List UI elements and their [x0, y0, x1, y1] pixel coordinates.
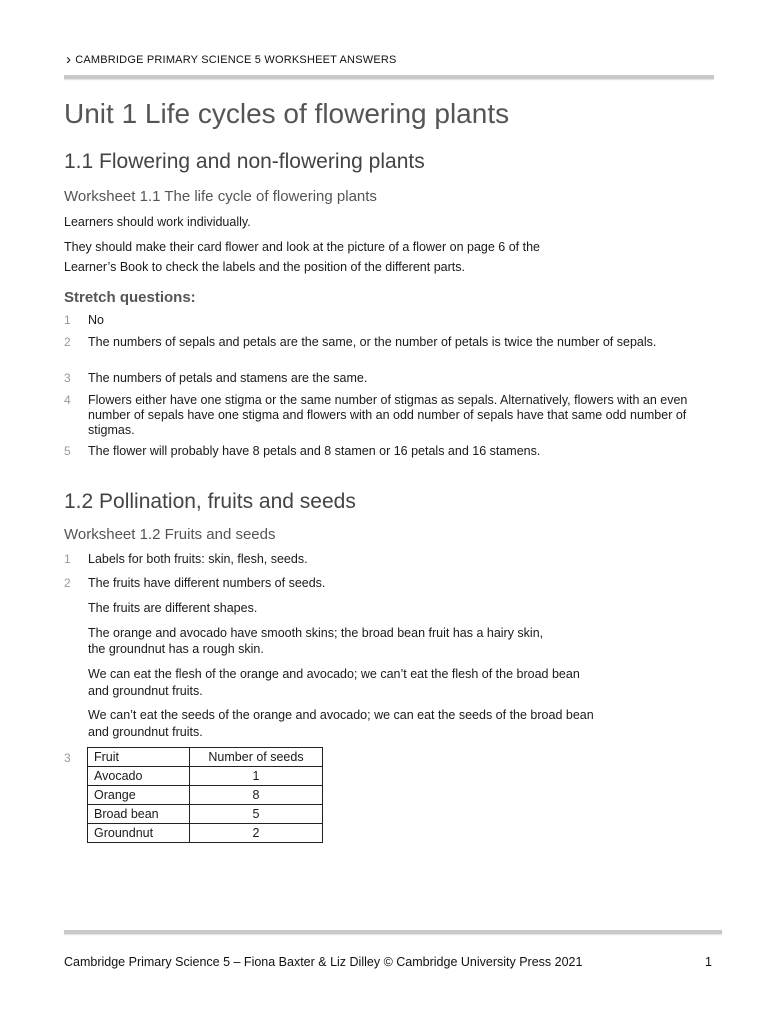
item-number: 2: [64, 335, 71, 349]
answer-item-3-number: 3: [64, 751, 71, 765]
paragraph-card-flower-line1: They should make their card flower and look at the picture of a flower on page 6 of the: [64, 240, 540, 254]
table-cell-seeds: 8: [190, 786, 323, 805]
fruit-seeds-table: [87, 747, 323, 843]
answer-2-skins-line2: the groundnut has a rough skin.: [88, 642, 264, 656]
table-row: [88, 824, 323, 843]
table-cell-seeds: 5: [190, 805, 323, 824]
table-header-row: [88, 748, 323, 767]
item-text: The numbers of petals and stamens are the same.: [88, 371, 368, 385]
answer-2-flesh-line1: We can eat the flesh of the orange and avocado; we can’t eat the flesh of the broad bean: [88, 667, 580, 681]
item-number: 2: [64, 576, 71, 590]
table-cell-fruit: Groundnut: [88, 824, 190, 843]
section-title-1-1: 1.1 Flowering and non-flowering plants: [64, 150, 425, 173]
item-text: Labels for both fruits: skin, flesh, seeds.: [88, 552, 308, 566]
item-number: 3: [64, 371, 71, 385]
table-row: [88, 767, 323, 786]
item-number: 5: [64, 444, 71, 458]
footer-text: Cambridge Primary Science 5 – Fiona Baxter & Liz Dilley © Cambridge University Press 2021: [64, 955, 583, 969]
running-head-text: CAMBRIDGE PRIMARY SCIENCE 5 WORKSHEET ANSWERS: [75, 54, 397, 66]
item-text: No: [88, 313, 104, 327]
table-cell-fruit: Broad bean: [88, 805, 190, 824]
item-text: The flower will probably have 8 petals and 8 stamen or 16 petals and 16 stamens.: [88, 444, 541, 458]
page-number: 1: [705, 955, 712, 969]
answer-2-skins-line1: The orange and avocado have smooth skins; the broad bean fruit has a hairy skin,: [88, 626, 544, 640]
item-text: Flowers either have one stigma or the same number of stigmas as sepals. Alternatively, flowers with an even number of sepals have one stigma and flowers with an odd number of sepals have that same odd number of stigmas.: [88, 393, 688, 437]
item-number: 4: [64, 393, 71, 407]
item-text: The numbers of sepals and petals are the same, or the number of petals is twice the number of sepals.: [88, 335, 657, 349]
section-title-1-2: 1.2 Pollination, fruits and seeds: [64, 490, 356, 513]
table-cell-fruit: Avocado: [88, 767, 190, 786]
unit-title: Unit 1 Life cycles of flowering plants: [64, 98, 510, 129]
table-row: [88, 786, 323, 805]
table-cell-seeds: 2: [190, 824, 323, 843]
paragraph-card-flower-line2: Learner’s Book to check the labels and the position of the different parts.: [64, 260, 465, 274]
table-cell-seeds: 1: [190, 767, 323, 786]
item-text: The fruits have different numbers of seeds.: [88, 576, 326, 590]
answer-2-shapes: The fruits are different shapes.: [88, 601, 258, 615]
table-cell-fruit: Orange: [88, 786, 190, 805]
answer-2-flesh-line2: and groundnut fruits.: [88, 684, 203, 698]
running-head: [66, 50, 397, 67]
answer-2-seeds-line2: and groundnut fruits.: [88, 725, 203, 739]
worksheet-title-1-1: Worksheet 1.1 The life cycle of flowering plants: [64, 188, 377, 205]
worksheet-title-1-2: Worksheet 1.2 Fruits and seeds: [64, 526, 276, 543]
answer-2-seeds-line1: We can’t eat the seeds of the orange and avocado; we can eat the seeds of the broad bean: [88, 708, 594, 722]
footer-rule: [64, 930, 722, 934]
table-header-seeds: Number of seeds: [190, 748, 323, 767]
item-number: 1: [64, 313, 71, 327]
table-header-fruit: Fruit: [88, 748, 190, 767]
stretch-questions-title: Stretch questions:: [64, 289, 196, 306]
paragraph-individual: Learners should work individually.: [64, 215, 251, 229]
table-row: [88, 805, 323, 824]
chevron-right-icon: ›: [66, 51, 72, 68]
header-rule: [64, 75, 714, 79]
item-number: 1: [64, 552, 71, 566]
